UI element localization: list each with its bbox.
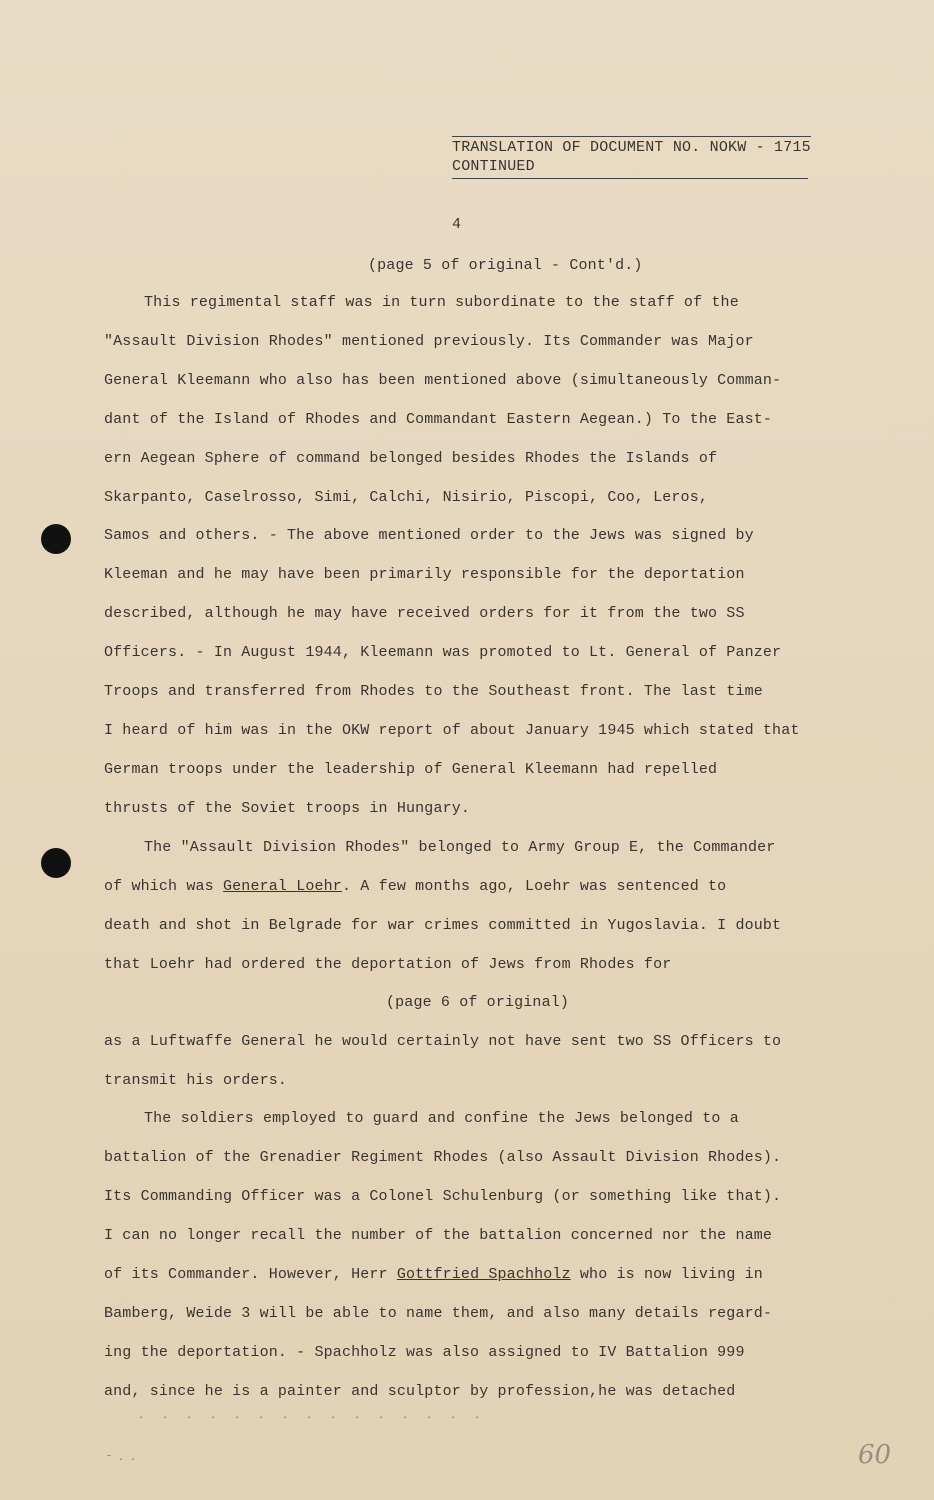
underlined-name-spachholz: Gottfried Spachholz xyxy=(396,1266,571,1283)
handwritten-page-number: 60 xyxy=(858,1440,892,1470)
text-line: death and shot in Belgrade for war crimes committed in Yugoslavia. I doubt xyxy=(104,917,782,934)
text-line: battalion of the Grenadier Regiment Rhodes (also Assault Division Rhodes). xyxy=(104,1149,782,1166)
text-line: as a Luftwaffe General he would certainly not have sent two SS Officers to xyxy=(104,1033,782,1050)
text-span: of its Commander. However, Herr xyxy=(104,1266,397,1283)
header-line-2: CONTINUED xyxy=(452,157,808,179)
text-line: Kleeman and he may have been primarily responsible for the deportation xyxy=(104,566,745,583)
text-line: Officers. - In August 1944, Kleemann was promoted to Lt. General of Panzer xyxy=(104,644,782,661)
text-line: Troops and transferred from Rhodes to the Southeast front. The last time xyxy=(104,683,763,700)
text-line: Samos and others. - The above mentioned order to the Jews was signed by xyxy=(104,527,754,544)
page-marker-5: (page 5 of original - Cont'd.) xyxy=(368,257,643,274)
text-line: that Loehr had ordered the deportation of Jews from Rhodes for xyxy=(104,956,672,973)
faint-bleedthrough-marks: · · · · · · · · · · · · · · · xyxy=(138,1413,487,1424)
text-line: and, since he is a painter and sculptor by profession,he was detached xyxy=(104,1383,736,1400)
text-line: Its Commanding Officer was a Colonel Schulenburg (or something like that). xyxy=(104,1188,782,1205)
text-line: thrusts of the Soviet troops in Hungary. xyxy=(104,800,471,817)
text-line: Bamberg, Weide 3 will be able to name them, and also many details regard- xyxy=(104,1305,773,1322)
text-line: Skarpanto, Caselrosso, Simi, Calchi, Nisirio, Piscopi, Coo, Leros, xyxy=(104,489,708,506)
text-line: German troops under the leadership of General Kleemann had repelled xyxy=(104,761,718,778)
text-line: dant of the Island of Rhodes and Commandant Eastern Aegean.) To the East- xyxy=(104,411,773,428)
text-line: "Assault Division Rhodes" mentioned previously. Its Commander was Major xyxy=(104,333,754,350)
text-line: ing the deportation. - Spachholz was also assigned to IV Battalion 999 xyxy=(104,1344,745,1361)
text-line: This regimental staff was in turn subordinate to the staff of the xyxy=(144,294,739,311)
text-line: The "Assault Division Rhodes" belonged to Army Group E, the Commander xyxy=(144,839,776,856)
text-line: I can no longer recall the number of the battalion concerned nor the name xyxy=(104,1227,773,1244)
text-line: described, although he may have received orders for it from the two SS xyxy=(104,605,745,622)
faint-corner-marks: ˜ · · xyxy=(106,1455,137,1466)
text-span: who is now living in xyxy=(570,1266,763,1283)
header-line-1: TRANSLATION OF DOCUMENT NO. NOKW - 1715 xyxy=(452,136,811,157)
text-line xyxy=(104,1266,763,1283)
text-line: The soldiers employed to guard and confine the Jews belonged to a xyxy=(144,1110,739,1127)
document-header xyxy=(452,136,811,179)
punch-hole-top xyxy=(41,524,71,554)
text-line: General Kleemann who also has been mentioned above (simultaneously Comman- xyxy=(104,372,782,389)
page-marker-6: (page 6 of original) xyxy=(386,994,570,1011)
page-number: 4 xyxy=(452,216,462,233)
punch-hole-bottom xyxy=(41,848,71,878)
text-line: I heard of him was in the OKW report of about January 1945 which stated that xyxy=(104,722,800,739)
text-line: ern Aegean Sphere of command belonged besides Rhodes the Islands of xyxy=(104,450,718,467)
text-line: transmit his orders. xyxy=(104,1072,288,1089)
text-line xyxy=(104,878,726,895)
text-span: of which was xyxy=(104,878,223,895)
text-span: . A few months ago, Loehr was sentenced to xyxy=(341,878,727,895)
underlined-name-loehr: General Loehr xyxy=(222,878,342,895)
